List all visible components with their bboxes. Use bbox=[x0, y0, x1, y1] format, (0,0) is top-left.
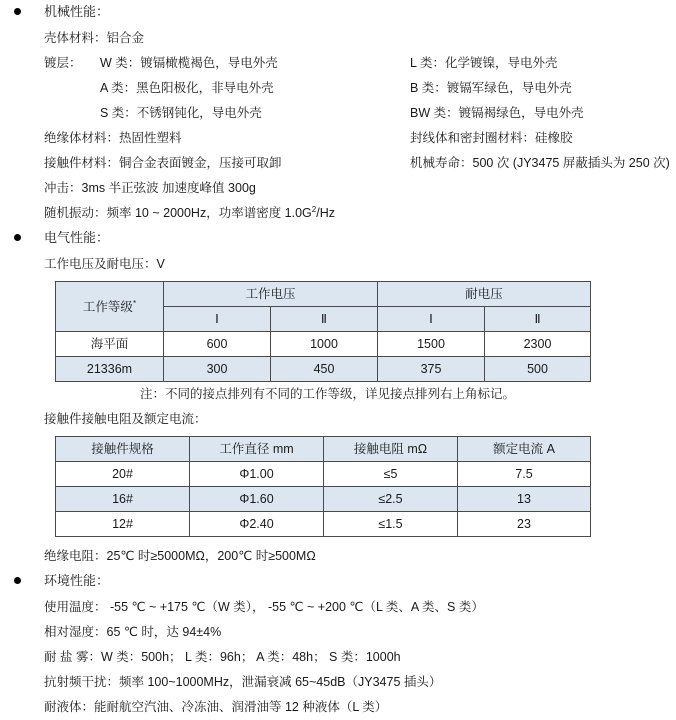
voltage-table bbox=[55, 281, 591, 382]
section-heading-label: 环境性能： bbox=[44, 573, 110, 588]
contact-cell: Φ2.40 bbox=[190, 512, 324, 537]
coating-row-2 bbox=[0, 76, 676, 101]
rf-immunity-line: 抗射频干扰：频率 100~1000MHz，泄漏衰减 65~45dB（JY3475 插头） bbox=[44, 675, 442, 689]
contact-table bbox=[55, 436, 591, 537]
voltage-row-label-altitude: 21336m bbox=[56, 357, 164, 382]
coating-label: 镀层： bbox=[44, 56, 82, 70]
coating-row-1 bbox=[0, 51, 676, 76]
vibration-line bbox=[0, 201, 676, 226]
insulation-resistance-line: 绝缘电阻：25℃ 时≥5000MΩ，200℃ 时≥500MΩ bbox=[44, 549, 316, 563]
bullet-icon bbox=[14, 8, 21, 15]
contact-cell: ≤5 bbox=[324, 462, 458, 487]
insulator-material-left: 绝缘体材料：热固性塑料 bbox=[44, 131, 182, 145]
contact-cell: 23 bbox=[458, 512, 591, 537]
table-row bbox=[56, 512, 591, 537]
contact-cell: 13 bbox=[458, 487, 591, 512]
contact-cell: 7.5 bbox=[458, 462, 591, 487]
voltage-subheader-1: Ⅰ bbox=[164, 307, 271, 332]
voltage-cell: 500 bbox=[485, 357, 591, 382]
section-heading-label: 机械性能： bbox=[44, 4, 110, 19]
contact-table-wrap bbox=[0, 436, 676, 537]
voltage-cell: 1000 bbox=[271, 332, 378, 357]
col1-header-asterisk: * bbox=[132, 298, 137, 308]
table-row bbox=[56, 332, 591, 357]
coating-left-1: W 类：镀镉橄榄褐色，导电外壳 bbox=[100, 56, 278, 70]
coating-right-2: B 类：镀镉军绿色，导电外壳 bbox=[410, 81, 572, 95]
mechanical-life-right: 机械寿命：500 次 (JY3475 屏蔽插头为 250 次) bbox=[410, 156, 670, 170]
contact-header-resistance: 接触电阻 mΩ bbox=[324, 437, 458, 462]
table-row bbox=[56, 437, 591, 462]
voltage-subheader-3: Ⅰ bbox=[378, 307, 485, 332]
voltage-subheader-2: Ⅱ bbox=[271, 307, 378, 332]
fluid-resistance-line: 耐液体：能耐航空汽油、冷冻油、润滑油等 12 种液体（L 类） bbox=[44, 700, 388, 714]
section-heading-label: 电气性能： bbox=[44, 230, 110, 245]
insulator-material-row bbox=[0, 126, 676, 151]
vibration-superscript: 2 bbox=[311, 204, 317, 214]
coating-row-3 bbox=[0, 101, 676, 126]
section-heading-electrical bbox=[0, 226, 676, 252]
contact-material-row bbox=[0, 151, 676, 176]
voltage-group-header-withstand: 耐电压 bbox=[378, 282, 591, 307]
contact-cell: ≤1.5 bbox=[324, 512, 458, 537]
voltage-group-header-working: 工作电压 bbox=[164, 282, 378, 307]
voltage-cell: 600 bbox=[164, 332, 271, 357]
contact-cell: Φ1.00 bbox=[190, 462, 324, 487]
coating-right-3: BW 类：镀镉褐绿色，导电外壳 bbox=[410, 106, 584, 120]
contact-header-size: 接触件规格 bbox=[56, 437, 190, 462]
coating-left-3: S 类：不锈钢钝化，导电外壳 bbox=[100, 106, 262, 120]
table-row bbox=[56, 462, 591, 487]
coating-right-1: L 类：化学镀镍，导电外壳 bbox=[410, 56, 558, 70]
voltage-row-label-sealevel: 海平面 bbox=[56, 332, 164, 357]
vibration-suffix: /Hz bbox=[316, 206, 335, 220]
contact-header-diameter: 工作直径 mm bbox=[190, 437, 324, 462]
coating-left-2: A 类：黑色阳极化，非导电外壳 bbox=[100, 81, 274, 95]
vibration-prefix: 随机振动：频率 10 ~ 2000Hz，功率谱密度 1.0G bbox=[44, 206, 312, 220]
contact-material-left: 接触件材料：铜合金表面镀金，压接可取卸 bbox=[44, 156, 282, 170]
contact-header-current: 额定电流 A bbox=[458, 437, 591, 462]
voltage-table-wrap bbox=[0, 281, 676, 382]
contact-cell: 12# bbox=[56, 512, 190, 537]
salt-spray-line: 耐 盐 雾：W 类：500h； L 类：96h； A 类：48h； S 类：1000h bbox=[44, 650, 401, 664]
shell-material-line: 壳体材料：铝合金 bbox=[44, 31, 145, 45]
contact-cell: 16# bbox=[56, 487, 190, 512]
voltage-cell: 375 bbox=[378, 357, 485, 382]
voltage-table-note: 注：不同的接点排列有不同的工作等级，详见接点排列右上角标记。 bbox=[140, 387, 516, 401]
voltage-col1-header: 工作等级* bbox=[56, 282, 164, 332]
contact-cell: ≤2.5 bbox=[324, 487, 458, 512]
voltage-cell: 300 bbox=[164, 357, 271, 382]
voltage-cell: 1500 bbox=[378, 332, 485, 357]
voltage-table-caption: 工作电压及耐电压：V bbox=[44, 257, 165, 271]
contact-table-caption: 接触件接触电阻及额定电流： bbox=[44, 412, 207, 426]
seal-material-right: 封线体和密封圈材料：硅橡胶 bbox=[410, 131, 573, 145]
voltage-subheader-4: Ⅱ bbox=[485, 307, 591, 332]
bullet-icon bbox=[14, 234, 21, 241]
table-row bbox=[56, 487, 591, 512]
section-heading-environmental bbox=[0, 569, 676, 595]
table-row bbox=[56, 357, 591, 382]
contact-cell: Φ1.60 bbox=[190, 487, 324, 512]
bullet-icon bbox=[14, 577, 21, 584]
shock-line: 冲击：3ms 半正弦波 加速度峰值 300g bbox=[44, 181, 256, 195]
table-row bbox=[56, 282, 591, 307]
voltage-cell: 450 bbox=[271, 357, 378, 382]
relative-humidity-line: 相对湿度：65 ℃ 时，达 94±4% bbox=[44, 625, 222, 639]
operating-temperature-line: 使用温度： -55 ℃ ~ +175 ℃（W 类）， -55 ℃ ~ +200 ℃（L 类、A 类、S 类） bbox=[44, 600, 484, 614]
voltage-cell: 2300 bbox=[485, 332, 591, 357]
section-heading-mechanical bbox=[0, 0, 676, 26]
contact-cell: 20# bbox=[56, 462, 190, 487]
